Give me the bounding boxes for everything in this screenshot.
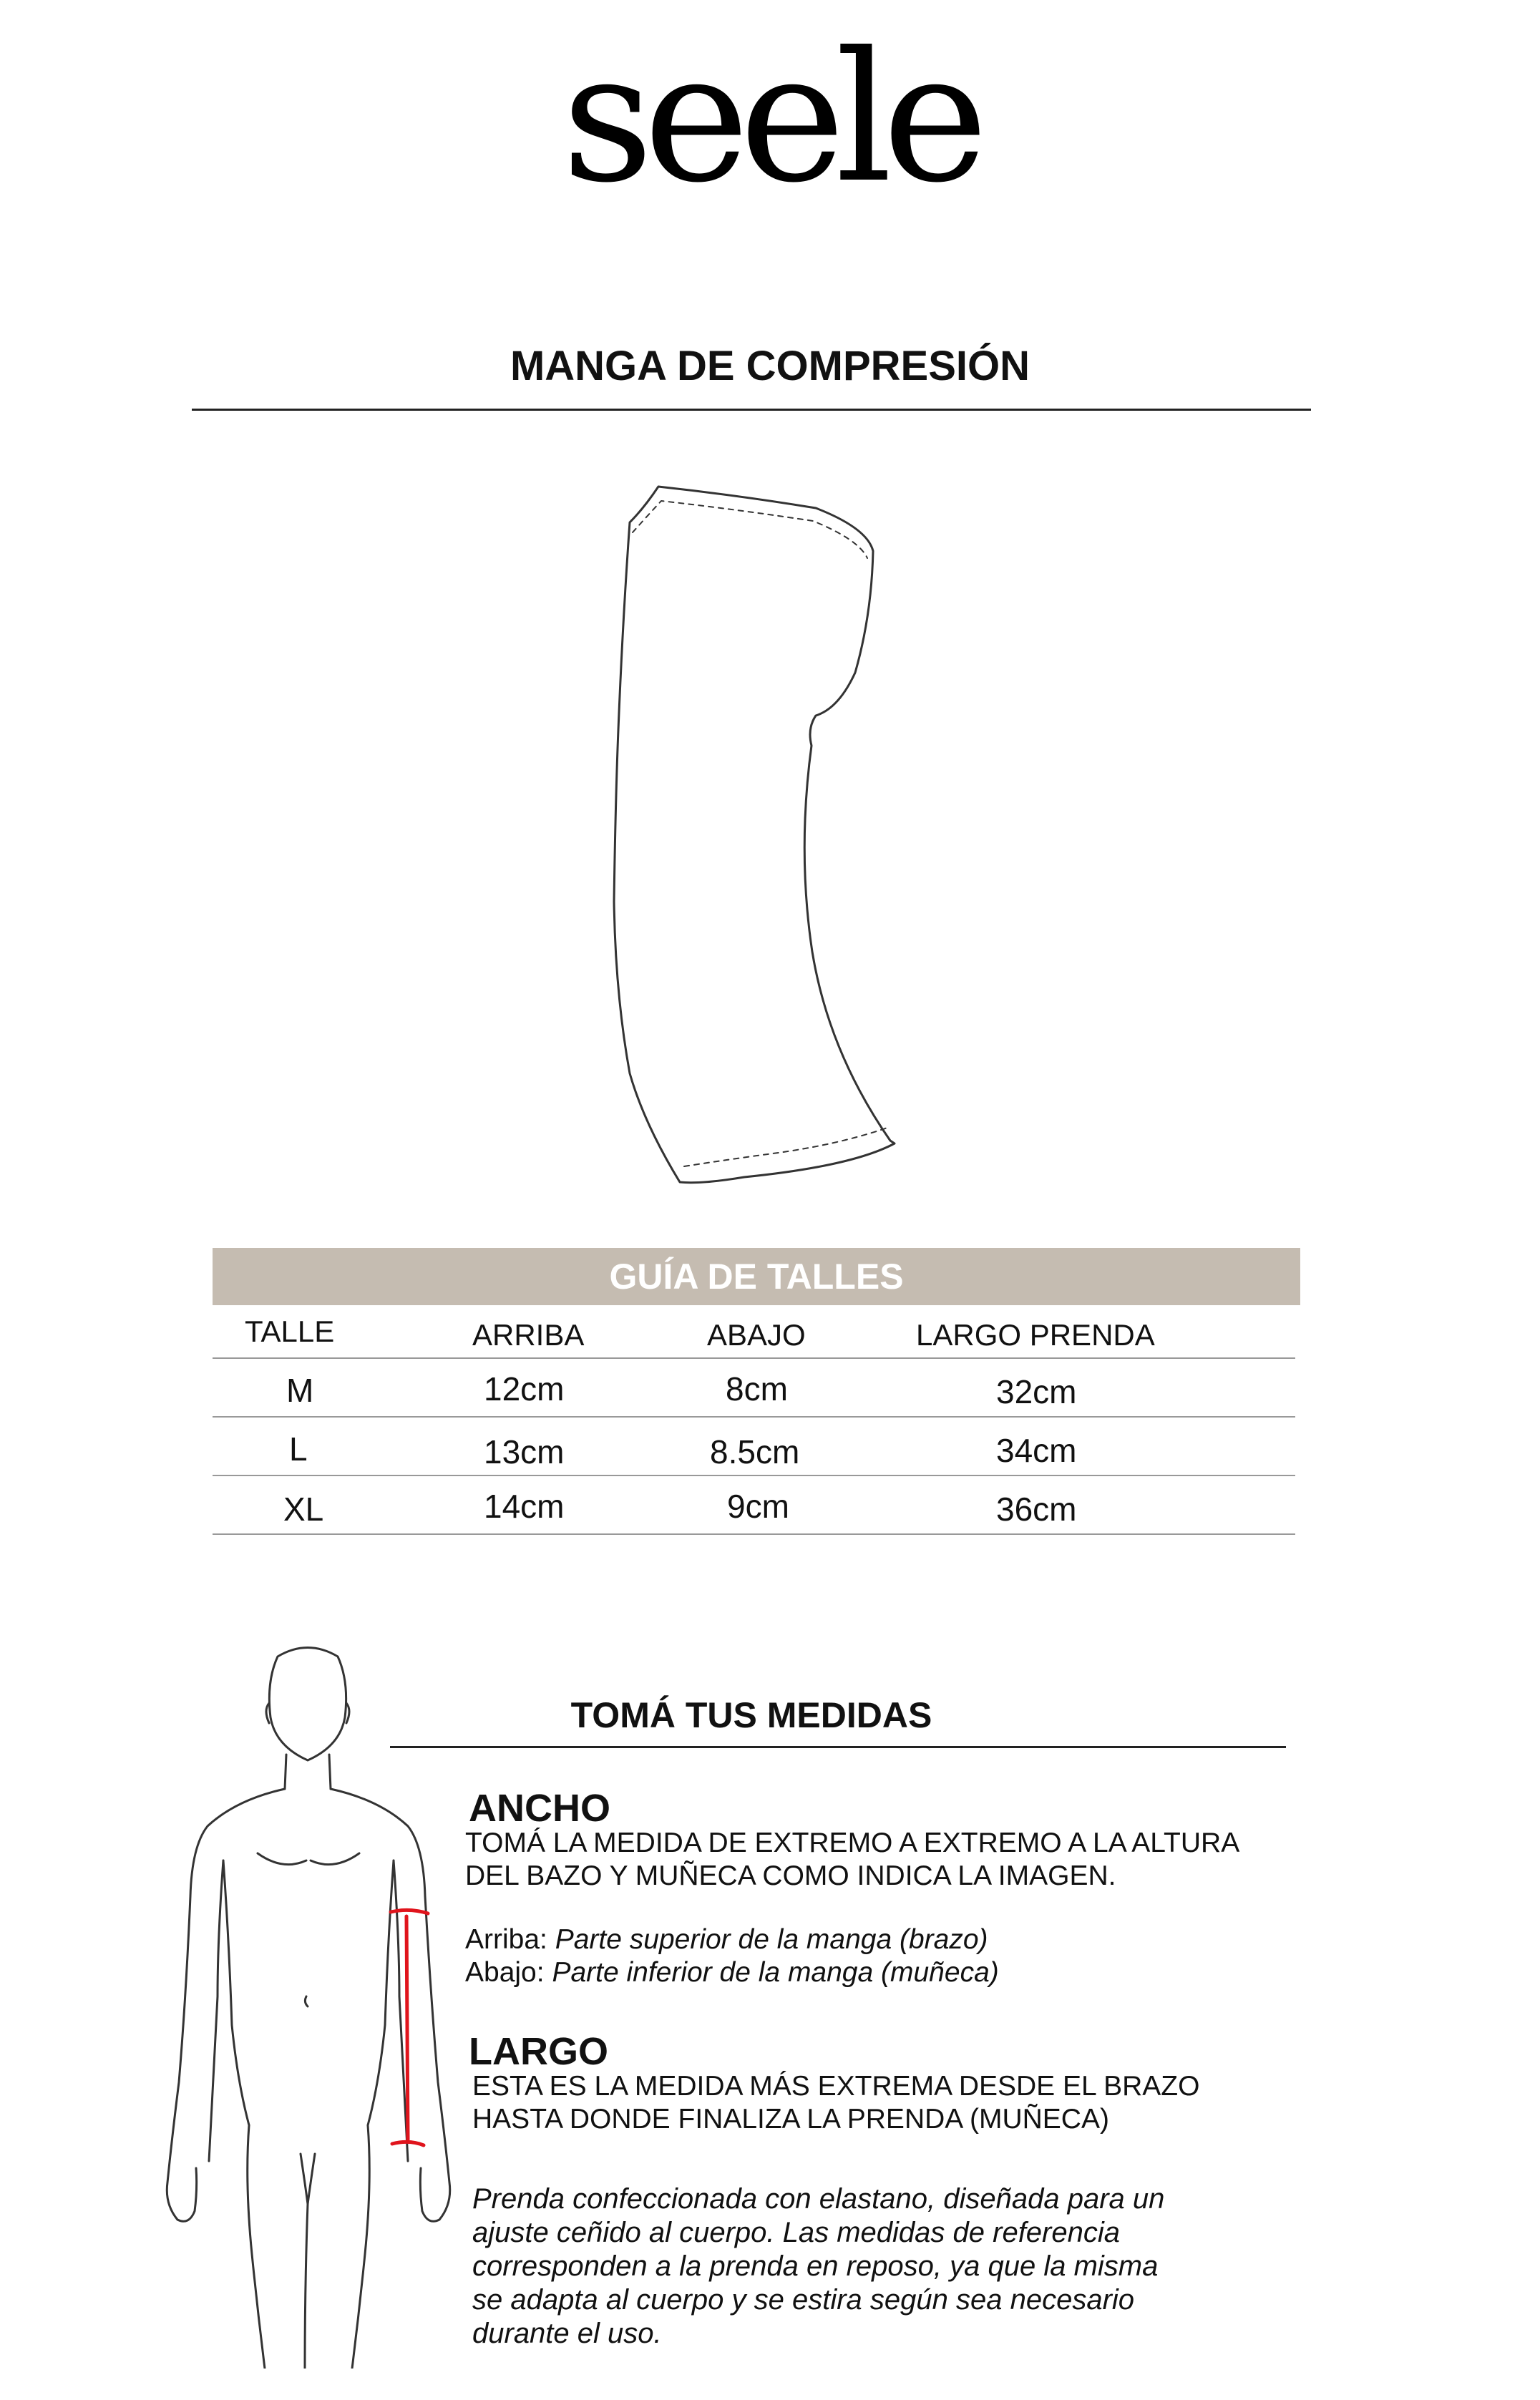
note-line: se adapta al cuerpo y se estira según sea necesario <box>472 2284 1135 2316</box>
size-xl-arriba: 14cm <box>484 1488 565 1525</box>
table-row-divider <box>213 1416 1295 1418</box>
table-header-divider <box>213 1357 1295 1359</box>
body-figure-illustration <box>157 1639 458 2369</box>
title-divider <box>192 409 1311 411</box>
brand-logo: seele <box>561 14 979 222</box>
note-line: ajuste ceñido al cuerpo. Las medidas de referencia <box>472 2217 1120 2248</box>
size-l-largo: 34cm <box>996 1432 1077 1469</box>
size-l: L <box>289 1430 308 1468</box>
size-xl-largo: 36cm <box>996 1491 1077 1528</box>
table-row-divider <box>213 1475 1295 1476</box>
abajo-description: Parte inferior de la manga (muñeca) <box>552 1957 999 1988</box>
arriba-definition <box>465 1923 988 1956</box>
size-l-abajo: 8.5cm <box>710 1433 800 1470</box>
size-m-abajo: 8cm <box>726 1370 788 1408</box>
largo-line-1: ESTA ES LA MEDIDA MÁS EXTREMA DESDE EL BRAZO <box>472 2071 1200 2102</box>
note-line: corresponden a la prenda en reposo, ya que la misma <box>472 2250 1159 2282</box>
size-m-largo: 32cm <box>996 1373 1077 1410</box>
compression-sleeve-illustration <box>601 479 902 1188</box>
note-line: Prenda confeccionada con elastano, diseñada para un <box>472 2183 1165 2215</box>
note-line: durante el uso. <box>472 2318 662 2349</box>
size-guide-title: GUÍA DE TALLES <box>213 1248 1300 1305</box>
ancho-line-1: TOMÁ LA MEDIDA DE EXTREMO A EXTREMO A LA ALTURA <box>465 1828 1240 1858</box>
col-header-arriba: ARRIBA <box>472 1318 585 1352</box>
size-m-arriba: 12cm <box>484 1370 565 1408</box>
size-xl-abajo: 9cm <box>727 1488 789 1525</box>
measure-title: TOMÁ TUS MEDIDAS <box>570 1695 932 1735</box>
abajo-label: Abajo: <box>465 1957 545 1988</box>
col-header-largo-prenda: LARGO PRENDA <box>916 1318 1155 1352</box>
size-xl: XL <box>283 1491 324 1528</box>
arriba-label: Arriba: <box>465 1924 547 1955</box>
fabric-note <box>472 2182 1259 2351</box>
table-bottom-divider <box>213 1533 1295 1535</box>
product-title: MANGA DE COMPRESIÓN <box>510 343 1030 389</box>
size-m: M <box>286 1372 314 1409</box>
largo-heading: LARGO <box>469 2030 608 2073</box>
col-header-talle: TALLE <box>245 1314 335 1348</box>
abajo-definition <box>465 1956 999 1989</box>
largo-line-2: HASTA DONDE FINALIZA LA PRENDA (MUÑECA) <box>472 2104 1109 2135</box>
ancho-line-2: DEL BAZO Y MUÑECA COMO INDICA LA IMAGEN. <box>465 1860 1116 1891</box>
ancho-heading: ANCHO <box>469 1787 610 1830</box>
size-l-arriba: 13cm <box>484 1433 565 1470</box>
measure-divider <box>390 1746 1286 1748</box>
arriba-description: Parte superior de la manga (brazo) <box>555 1924 988 1955</box>
col-header-abajo: ABAJO <box>707 1318 806 1352</box>
